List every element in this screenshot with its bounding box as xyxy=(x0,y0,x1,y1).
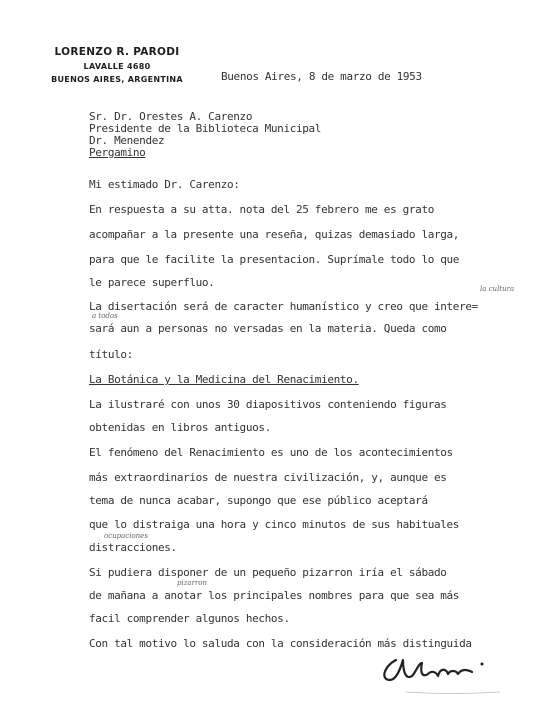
body-line: El fenómeno del Renacimiento es uno de los acontecimientos xyxy=(89,446,453,459)
handwritten-signature xyxy=(376,650,506,698)
letterhead-city: BUENOS AIRES, ARGENTINA xyxy=(51,75,183,84)
body-line: La disertación será de caracter humanístico y creo que intere= xyxy=(89,300,478,313)
body-line: tema de nunca acabar, supongo que ese público aceptará xyxy=(89,494,428,507)
salutation: Mi estimado Dr. Carenzo: xyxy=(89,178,240,191)
body-line: de mañana a anotar los principales nombres para que sea más xyxy=(89,589,460,602)
body-line: más extraordinarios de nuestra civilización, y, aunque es xyxy=(89,471,447,484)
interlinear-note: pizarron xyxy=(177,579,207,587)
letterhead xyxy=(47,46,187,84)
body-line: título: xyxy=(89,348,133,361)
interlinear-note: ocupaciones xyxy=(104,532,148,540)
recipient-line-2: Presidente de la Biblioteca Municipal xyxy=(89,122,322,135)
body-line: le parece superfluo. xyxy=(89,276,215,289)
recipient-line-1: Sr. Dr. Orestes A. Carenzo xyxy=(89,110,253,123)
recipient-line-3: Dr. Menendez xyxy=(89,134,165,147)
letterhead-name: LORENZO R. PARODI xyxy=(54,46,180,58)
body-line: Si pudiera disponer de un pequeño pizarron iría el sábado xyxy=(89,566,447,579)
body-line: acompañar a la presente una reseña, quizas demasiado larga, xyxy=(89,228,460,241)
body-line: distracciones. xyxy=(89,541,177,554)
body-line: La ilustraré con unos 30 diapositivos conteniendo figuras xyxy=(89,398,447,411)
body-line: obtenidas en libros antiguos. xyxy=(89,421,271,434)
body-line: facil comprender algunos hechos. xyxy=(89,612,290,625)
body-line: para que le facilite la presentacion. Suprímale todo lo que xyxy=(89,253,460,266)
margin-note: la cultura xyxy=(480,285,515,293)
body-line: que lo distraiga una hora y cinco minutos de sus habituales xyxy=(89,518,460,531)
closing-line: Con tal motivo lo saluda con la consideración más distinguida xyxy=(89,637,472,650)
letter-date: Buenos Aires, 8 de marzo de 1953 xyxy=(221,70,422,83)
body-line: sará aun a personas no versadas en la materia. Queda como xyxy=(89,322,447,335)
margin-note: a todos xyxy=(92,312,118,320)
lecture-title: La Botánica y la Medicina del Renacimiento. xyxy=(89,373,359,386)
recipient-line-4: Pergamino xyxy=(89,146,146,159)
letterhead-street: LAVALLE 4680 xyxy=(83,62,151,71)
body-line: En respuesta a su atta. nota del 25 febrero me es grato xyxy=(89,203,434,216)
